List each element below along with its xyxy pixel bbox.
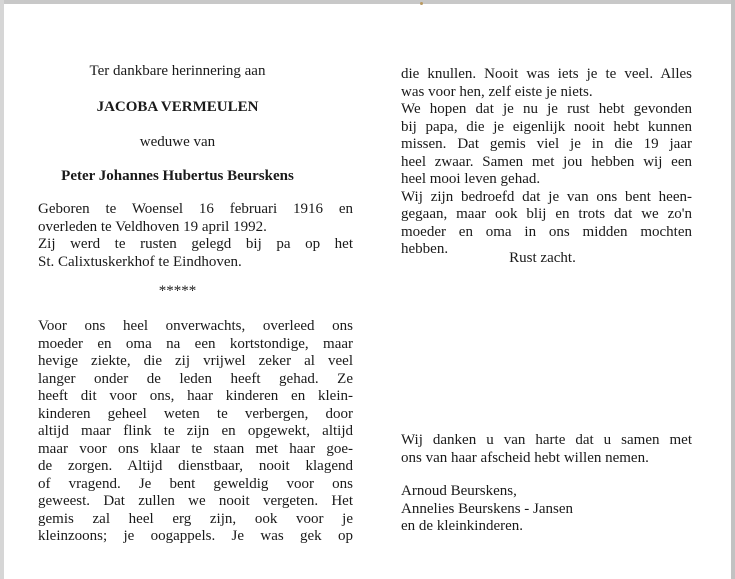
text-line: Wij zijn bedroefd dat je van ons bent heen- [401,188,692,205]
text-line: altijd maar flink te zijn en opgewekt, altijd [38,423,353,439]
text-line: kinderen geheel weten te verbergen, door [38,405,353,422]
text-line: Zij werd te rusten gelegd bij pa op het [38,236,353,252]
text-line: Geboren te Woensel 16 februari 1916 en [38,201,353,217]
text-line: moeder en oma na een kortstondige, maar [38,335,353,352]
widow-block [38,134,353,152]
signatures-block [401,483,692,536]
text-line: hevige ziekte, die zij vrijwel zeker al veel [38,353,353,369]
husband-name: Peter Johannes Hubertus Beurskens [61,168,294,184]
signature-line: Arnoud Beurskens, [401,483,517,499]
text-line: bij papa, die je eigenlijk nooit hebt kunnen [401,118,692,135]
memorial-text-right [401,66,692,259]
text-line: gegaan, maar ook blij en trots dat we zo'n [401,206,692,222]
text-line: geweest. Dat zullen we nooit vergeten. Het [38,493,353,509]
text-line: hebben. [401,241,449,257]
scan-edge-left [0,0,4,579]
text-line: missen. Dat gemis viel je in die 19 jaar [401,136,692,152]
text-line: die knullen. Nooit was iets je te veel. Alles [401,66,692,82]
memorial-text-left [38,318,353,546]
signature-line: Annelies Beurskens - Jansen [401,500,574,517]
text-line: heeft dit voor ons, haar kinderen en klein- [38,388,353,404]
text-line: maar voor ons klaar te staan met haar goe- [38,440,353,457]
text-line: heel zwaar. Samen met jou hebben wij een [401,153,692,170]
signature-line: en de kleinkinderen. [401,518,524,534]
text-line: overleden te Veldhoven 19 april 1992. [38,218,267,235]
text-line: gemis zal heel erg zijn, ook voor je [38,510,353,527]
thanks-paragraph [401,432,692,467]
deceased-name: JACOBA VERMEULEN [96,99,259,115]
husband-block [38,168,353,186]
birth-death-paragraph [38,201,353,271]
separator: ***** [158,283,197,299]
text-line: was voor hen, zelf eiste je niets. [401,83,593,100]
scan-edge-right [731,0,735,579]
text-line: langer onder de leden heeft gehad. Ze [38,370,353,387]
text-line: de zorgen. Altijd dienstbaar, nooit klagend [38,458,353,474]
text-line: Voor ons heel onverwachts, overleed ons [38,318,353,334]
text-line: St. Calixtuskerkhof te Eindhoven. [38,253,242,270]
intro-text: Ter dankbare herinnering aan [89,63,266,79]
deceased-name-block [38,99,353,117]
text-line: moeder en oma in ons midden mochten [401,223,692,240]
widow-of-text: weduwe van [139,134,216,150]
left-column [38,63,353,81]
rest-in-peace-text: Rust zacht. [509,250,576,266]
scan-speck [420,2,423,5]
closing-block [401,250,692,268]
text-line: heel mooi leven gehad. [401,171,541,187]
text-line: kleinzoons; je oogappels. Je was gek op [38,528,353,544]
text-line: of vragend. Je bent geweldig voor ons [38,475,353,492]
text-line: Wij danken u van harte dat u samen met [401,432,692,448]
separator-block [38,283,353,301]
text-line: ons van haar afscheid hebt willen nemen. [401,449,649,466]
scan-edge-top [0,0,735,4]
text-line: We hopen dat je nu je rust hebt gevonden [401,101,692,117]
